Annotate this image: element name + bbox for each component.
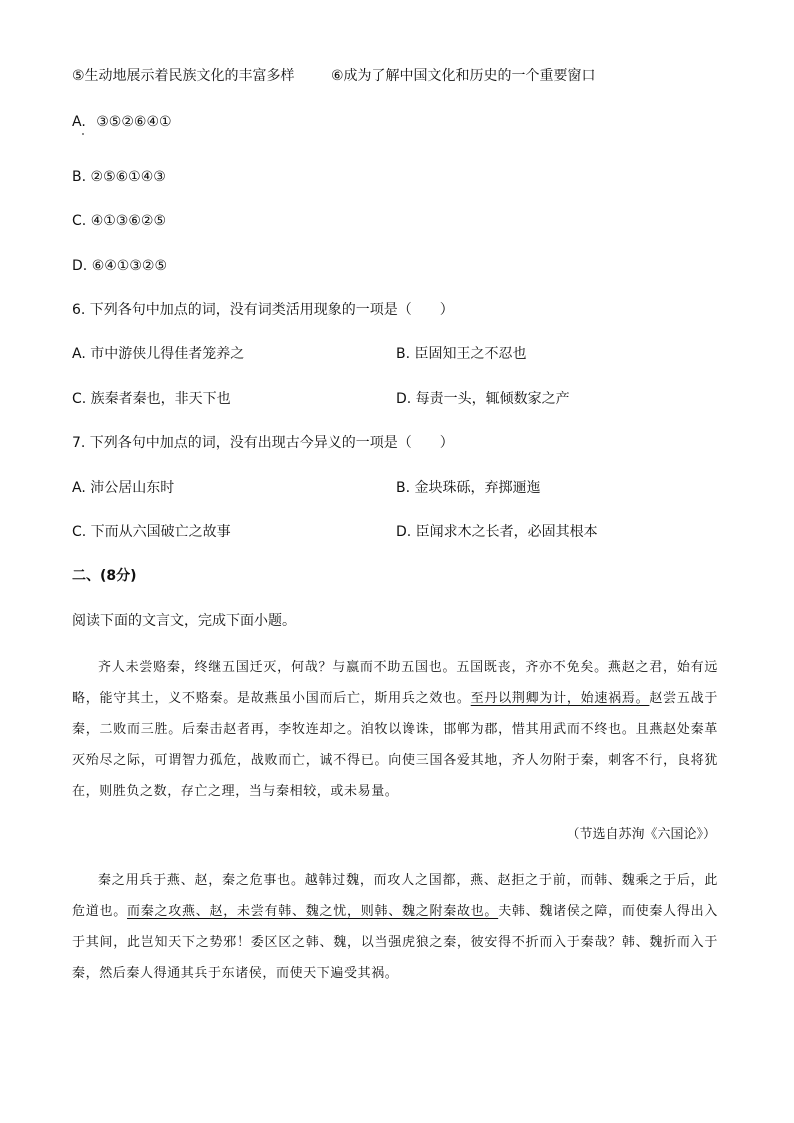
q7-option-b: B. 金块珠砾，弃掷逦迤 <box>396 480 541 496</box>
option-label: D. <box>72 258 88 274</box>
q7-option-a: A. 沛公居山东时 <box>72 480 175 496</box>
q6-option-d: D. 每责一头，辄倾数家之产 <box>396 391 570 407</box>
option-text: ③⑤②⑥④① <box>96 114 172 130</box>
passage-2-text-b: 夫韩、魏诸侯之障，而使秦人得出入于其间，此岂知天下之势邪！委区区之韩、魏，以当强虎狼之秦，彼安得不折而入于秦哉？韩、魏折而入于秦，然后秦人得通其兵于东诸侯，而使天下遍受其祸。 <box>72 904 718 981</box>
stray-dot <box>82 133 84 135</box>
q6-option-c: C. 族秦者秦也，非天下也 <box>72 391 231 407</box>
q5-option-c <box>72 211 166 231</box>
question-7-stem: 7. 下列各句中加点的词，没有出现古今异义的一项是（ ） <box>72 435 454 451</box>
q6-option-a: A. 市中游侠儿得佳者笼养之 <box>72 346 245 362</box>
item-5: ⑤生动地展示着民族文化的丰富多样 <box>72 68 295 84</box>
option-text: ②⑤⑥①④③ <box>90 169 166 185</box>
passage-2-underlined: 而秦之攻燕、赵，未尝有韩、魏之忧，则韩、魏之附秦故也。 <box>127 904 499 919</box>
option-label: C. <box>72 213 87 229</box>
item-6: ⑥成为了解中国文化和历史的一个重要窗口 <box>331 68 596 84</box>
q7-option-c: C. 下而从六国破亡之故事 <box>72 524 231 540</box>
option-text: ⑥④①③②⑤ <box>91 258 167 274</box>
section-2-instruction: 阅读下面的文言文，完成下面小题。 <box>72 613 296 629</box>
option-text: ④①③⑥②⑤ <box>90 213 166 229</box>
passage-1-text-a: 齐人未尝赂秦，终继五国迁灭，何哉？与嬴而不助五国也。五国既丧，齐亦不免矣。燕赵之君，始有远略，能守其土，义不赂秦。是故燕虽小国而后亡，斯用兵之效也。 <box>72 660 718 706</box>
passage-1-underlined: 至丹以荆卿为计，始速祸焉。 <box>470 691 650 706</box>
q5-option-a <box>72 112 172 132</box>
q5-option-b <box>72 167 166 187</box>
q6-option-b: B. 臣固知王之不忍也 <box>396 346 527 362</box>
passage-1 <box>72 652 718 807</box>
passage-1-text-b: 赵尝五战于秦，二败而三胜。后秦击赵者再，李牧连却之。洎牧以谗诛，邯郸为郡，惜其用武而不终也。且燕赵处秦革灭殆尽之际，可谓智力孤危，战败而亡，诚不得已。向使三国各爱其地，齐人勿附于秦，刺客不行，良将犹在，则胜负之数，存亡之理，当与秦相较，或未易量。 <box>72 691 718 799</box>
option-label: A. <box>72 114 86 130</box>
passage-1-source: （节选自苏洵《六国论》） <box>566 827 716 842</box>
passage-2-text-a: 秦之用兵于燕、赵，秦之危事也。越韩过魏，而攻人之国都，燕、赵拒之于前，而韩、魏乘之于后，此危道也。 <box>72 873 718 919</box>
passage-2 <box>72 865 718 989</box>
question-6-stem: 6. 下列各句中加点的词，没有词类活用现象的一项是（ ） <box>72 302 454 318</box>
option-label: B. <box>72 169 87 185</box>
q5-option-d <box>72 256 167 276</box>
section-2-heading: 二、(8分) <box>72 568 137 584</box>
q7-option-d: D. 臣闻求木之长者，必固其根本 <box>396 524 598 540</box>
